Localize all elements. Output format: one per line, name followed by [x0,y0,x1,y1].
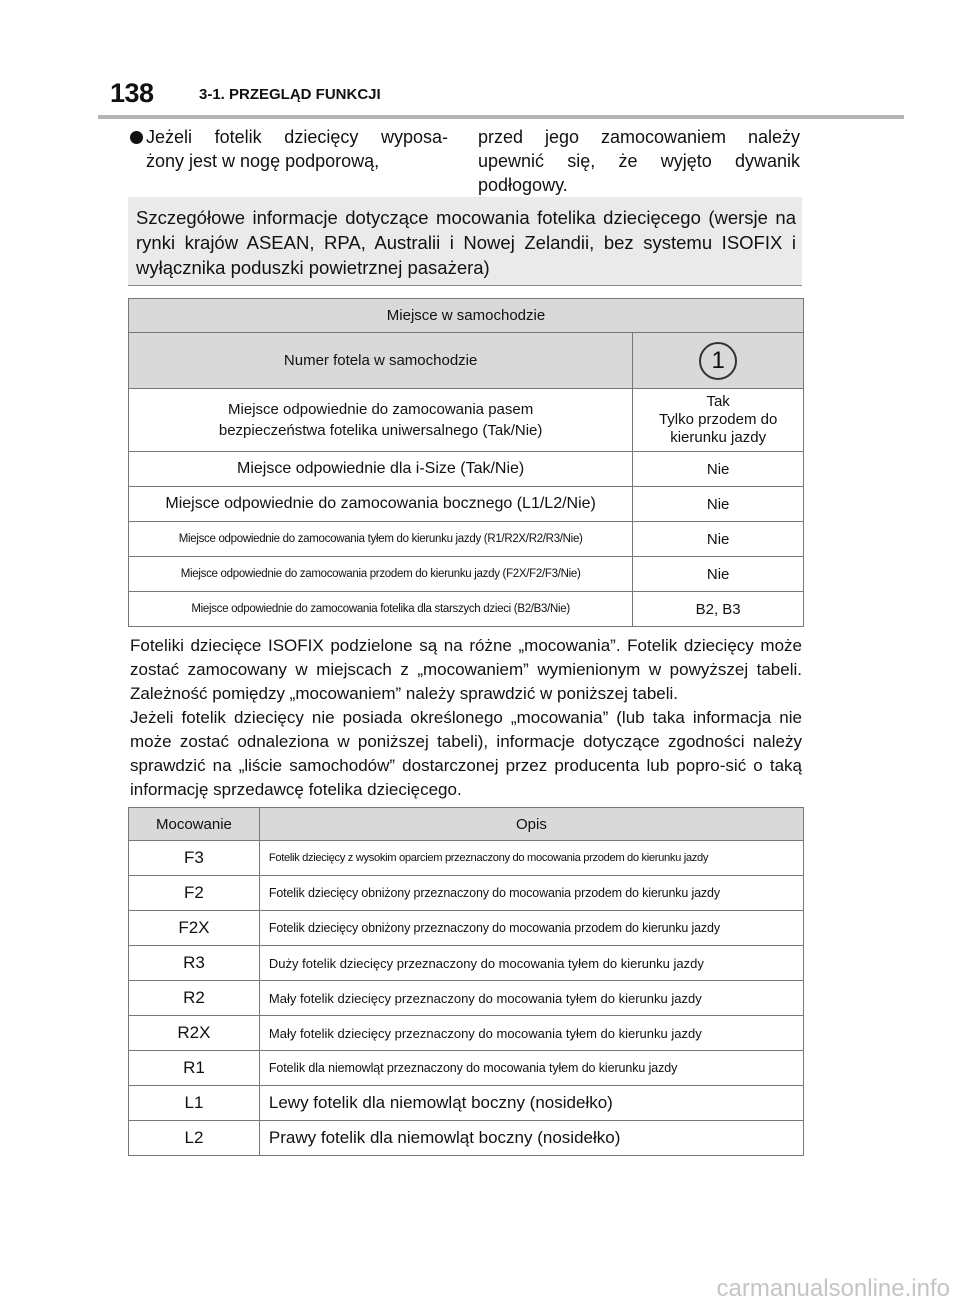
seat-row-label: Miejsce odpowiednie do zamocowania pasem bezpieczeństwa fotelika uniwersalnego (Tak/Nie) [129,389,633,452]
mounting-description: Fotelik dziecięcy obniżony przeznaczony do mocowania przodem do kierunku jazdy [259,911,803,946]
mounting-code: R2 [129,981,260,1016]
mounting-description: Mały fotelik dziecięcy przeznaczony do mocowania tyłem do kierunku jazdy [259,981,803,1016]
seat-row-value: Nie [633,557,804,592]
mounting-description: Prawy fotelik dla niemowląt boczny (nosidełko) [259,1121,803,1156]
bullet-icon [130,131,143,144]
mounting-code: F3 [129,841,260,876]
seat-row-value: Nie [633,452,804,487]
mounting-description: Fotelik dziecięcy obniżony przeznaczony do mocowania przodem do kierunku jazdy [259,876,803,911]
seat-row-label: Miejsce odpowiednie do zamocowania tyłem do kierunku jazdy (R1/R2X/R2/R3/Nie) [129,522,633,557]
seat-row-value [633,389,804,452]
mounting-header: Mocowanie [129,808,260,841]
bullet-line: Jeżeli fotelik dziecięcy wyposa- [146,127,448,147]
info-box-text: Szczegółowe informacje dotyczące mocowania fotelika dziecięcego (wersje na rynki krajów ASEAN, RPA, Australii i Nowej Zelandii, bez systemu ISOFIX i wyłącznika poduszki powietrznej pasażera) [136,207,796,278]
mounting-code: L1 [129,1086,260,1121]
mounting-table [128,807,804,1156]
body-paragraph: Jeżeli fotelik dziecięcy nie posiada określonego „mocowania” (lub taka informacja nie może zostać odnaleziona w poniższej tabeli), informacje dotyczące zgodności należy sprawdzić na „liście samochodów” dostarczonej przez producenta lub popro-sić o taką informację sprzedawcę fotelika dziecięcego. [130,708,802,799]
mounting-code: F2 [129,876,260,911]
description-header: Opis [259,808,803,841]
mounting-code: L2 [129,1121,260,1156]
page-number: 138 [110,78,154,108]
seat-row-value: B2, B3 [633,592,804,627]
seat-row-label: Miejsce odpowiednie dla i-Size (Tak/Nie) [129,452,633,487]
seat-row-value-line: Tak [706,393,730,410]
seat-row-value: Nie [633,487,804,522]
bullet-item [130,125,448,173]
seat-row-label: Miejsce odpowiednie do zamocowania fotelika dla starszych dzieci (B2/B3/Nie) [129,592,633,627]
seat-row-value-line: Tylko przodem do [658,411,778,428]
mounting-code: F2X [129,911,260,946]
page-header [98,72,904,114]
seat-row-value: Nie [633,522,804,557]
seat-number-label: Numer fotela w samochodzie [129,333,633,389]
seat-table-title: Miejsce w samochodzie [129,299,804,333]
mounting-description: Mały fotelik dziecięcy przeznaczony do mocowania tyłem do kierunku jazdy [259,1016,803,1051]
mounting-code: R2X [129,1016,260,1051]
watermark: carmanualsonline.info [716,1275,950,1302]
seat-row-value-line: kierunku jazdy [670,429,767,446]
header-rule [98,115,904,119]
mounting-description: Duży fotelik dziecięcy przeznaczony do mocowania tyłem do kierunku jazdy [259,946,803,981]
intro-continuation: przed jego zamocowaniem należy upewnić się, że wyjęto dywanik podłogowy. [478,127,800,195]
mounting-description: Lewy fotelik dla niemowląt boczny (nosidełko) [259,1086,803,1121]
body-paragraph: Foteliki dziecięce ISOFIX podzielone są na różne „mocowania”. Fotelik dziecięcy może zostać zamocowany w miejscach z „mocowaniem” wymienionym w powyższej tabeli. Zależność pomiędzy „mocowaniem” należy sprawdzić w poniższej tabeli. [130,636,802,703]
bullet-line: żony jest w nogę podporową, [146,151,380,171]
mounting-description: Fotelik dla niemowląt przeznaczony do mocowania tyłem do kierunku jazdy [259,1051,803,1086]
seat-table [128,298,804,627]
mounting-description: Fotelik dziecięcy z wysokim oparciem przeznaczony do mocowania przodem do kierunku jazdy [259,841,803,876]
seat-row-label: Miejsce odpowiednie do zamocowania bocznego (L1/L2/Nie) [129,487,633,522]
seat-number-cell [633,333,804,389]
section-title: 3-1. PRZEGLĄD FUNKCJI [199,86,381,103]
seat-number-icon: 1 [699,342,737,380]
seat-row-label: Miejsce odpowiednie do zamocowania przodem do kierunku jazdy (F2X/F2/F3/Nie) [129,557,633,592]
mounting-code: R1 [129,1051,260,1086]
info-box [128,197,802,286]
mounting-code: R3 [129,946,260,981]
